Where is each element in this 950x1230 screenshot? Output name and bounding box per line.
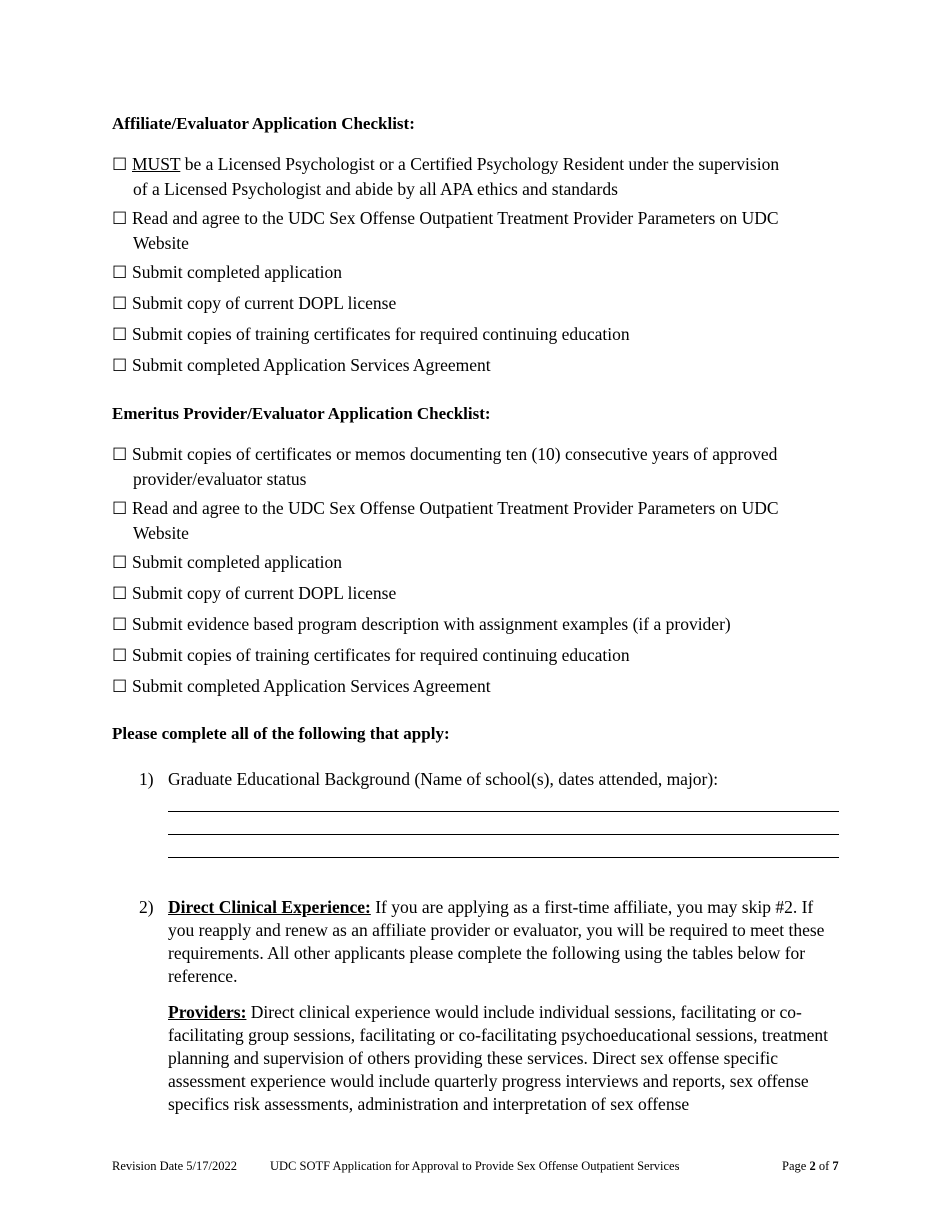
checkbox-9[interactable]: ☐ [112,553,128,572]
complete-section-heading: Please complete all of the following that apply: [112,724,450,743]
checkbox-5[interactable]: ☐ [112,325,128,344]
must-emphasis: MUST [132,154,181,174]
checkbox-2[interactable]: ☐ [112,209,128,228]
checkbox-1[interactable]: ☐ [112,155,128,174]
emeritus-item-2: ☐ Read and agree to the UDC Sex Offense Outpatient Treatment Provider Parameters on UDC Website [112,498,779,543]
affiliate-checklist-heading: Affiliate/Evaluator Application Checklist: [112,114,415,133]
emeritus-checklist-heading: Emeritus Provider/Evaluator Application Checklist: [112,404,491,423]
emeritus-item-1: ☐ Submit copies of certificates or memos documenting ten (10) consecutive years of approved provider/evaluator status [112,444,778,489]
providers-paragraph: Providers: Direct clinical experience would include individual sessions, facilitating or co-facilitating group sessions, facilitating or co-facilitating psychoeducational sessions, treatment planning and supervision of others providing these services. Direct sex offense specific assessment experience would include quarterly progress interviews and reports, sex offense specifics risk assessments, administration and interpretation of sex offense [168,1002,828,1114]
affiliate-item-3: ☐ Submit completed application [112,260,832,285]
direct-clinical-experience-label: Direct Clinical Experience: [168,897,371,917]
answer-line-1[interactable] [168,811,839,812]
emeritus-item-4: ☐ Submit copy of current DOPL license [112,581,832,606]
checkbox-7[interactable]: ☐ [112,445,128,464]
question-2-number: 2) [139,897,154,917]
checkbox-8[interactable]: ☐ [112,499,128,518]
checkbox-3[interactable]: ☐ [112,263,128,282]
question-2-text: Direct Clinical Experience: If you are applying as a first-time affiliate, you may skip #2. If you reapply and renew as an affiliate provider or evaluator, you will be required to meet these requirements. All other applicants please complete the following using the tables below for reference. [168,897,825,986]
checkbox-13[interactable]: ☐ [112,677,128,696]
question-1-number: 1) [139,769,154,789]
checkbox-4[interactable]: ☐ [112,294,128,313]
affiliate-item-4: ☐ Submit copy of current DOPL license [112,291,832,316]
emeritus-item-5: ☐ Submit evidence based program description with assignment examples (if a provider) [112,612,832,637]
checkbox-10[interactable]: ☐ [112,584,128,603]
footer-revision-date: Revision Date 5/17/2022 [112,1159,237,1173]
emeritus-item-7: ☐ Submit completed Application Services Agreement [112,674,832,699]
emeritus-item-6: ☐ Submit copies of training certificates for required continuing education [112,643,832,668]
answer-line-2[interactable] [168,834,839,835]
providers-label: Providers: [168,1002,247,1022]
affiliate-item-6: ☐ Submit completed Application Services Agreement [112,353,832,378]
question-1-text: Graduate Educational Background (Name of school(s), dates attended, major): [168,769,719,789]
footer-document-title: UDC SOTF Application for Approval to Provide Sex Offense Outpatient Services [270,1159,680,1173]
footer-page-number: Page 2 of 7 [782,1159,839,1173]
affiliate-item-1: ☐ MUST be a Licensed Psychologist or a Certified Psychology Resident under the supervision of a Licensed Psychologist and abide by all APA ethics and standards [112,154,780,199]
affiliate-item-2: ☐ Read and agree to the UDC Sex Offense Outpatient Treatment Provider Parameters on UDC Website [112,208,779,253]
checkbox-11[interactable]: ☐ [112,615,128,634]
checkbox-12[interactable]: ☐ [112,646,128,665]
affiliate-item-5: ☐ Submit copies of training certificates for required continuing education [112,322,832,347]
checkbox-6[interactable]: ☐ [112,356,128,375]
answer-line-3[interactable] [168,857,839,858]
emeritus-item-3: ☐ Submit completed application [112,550,832,575]
